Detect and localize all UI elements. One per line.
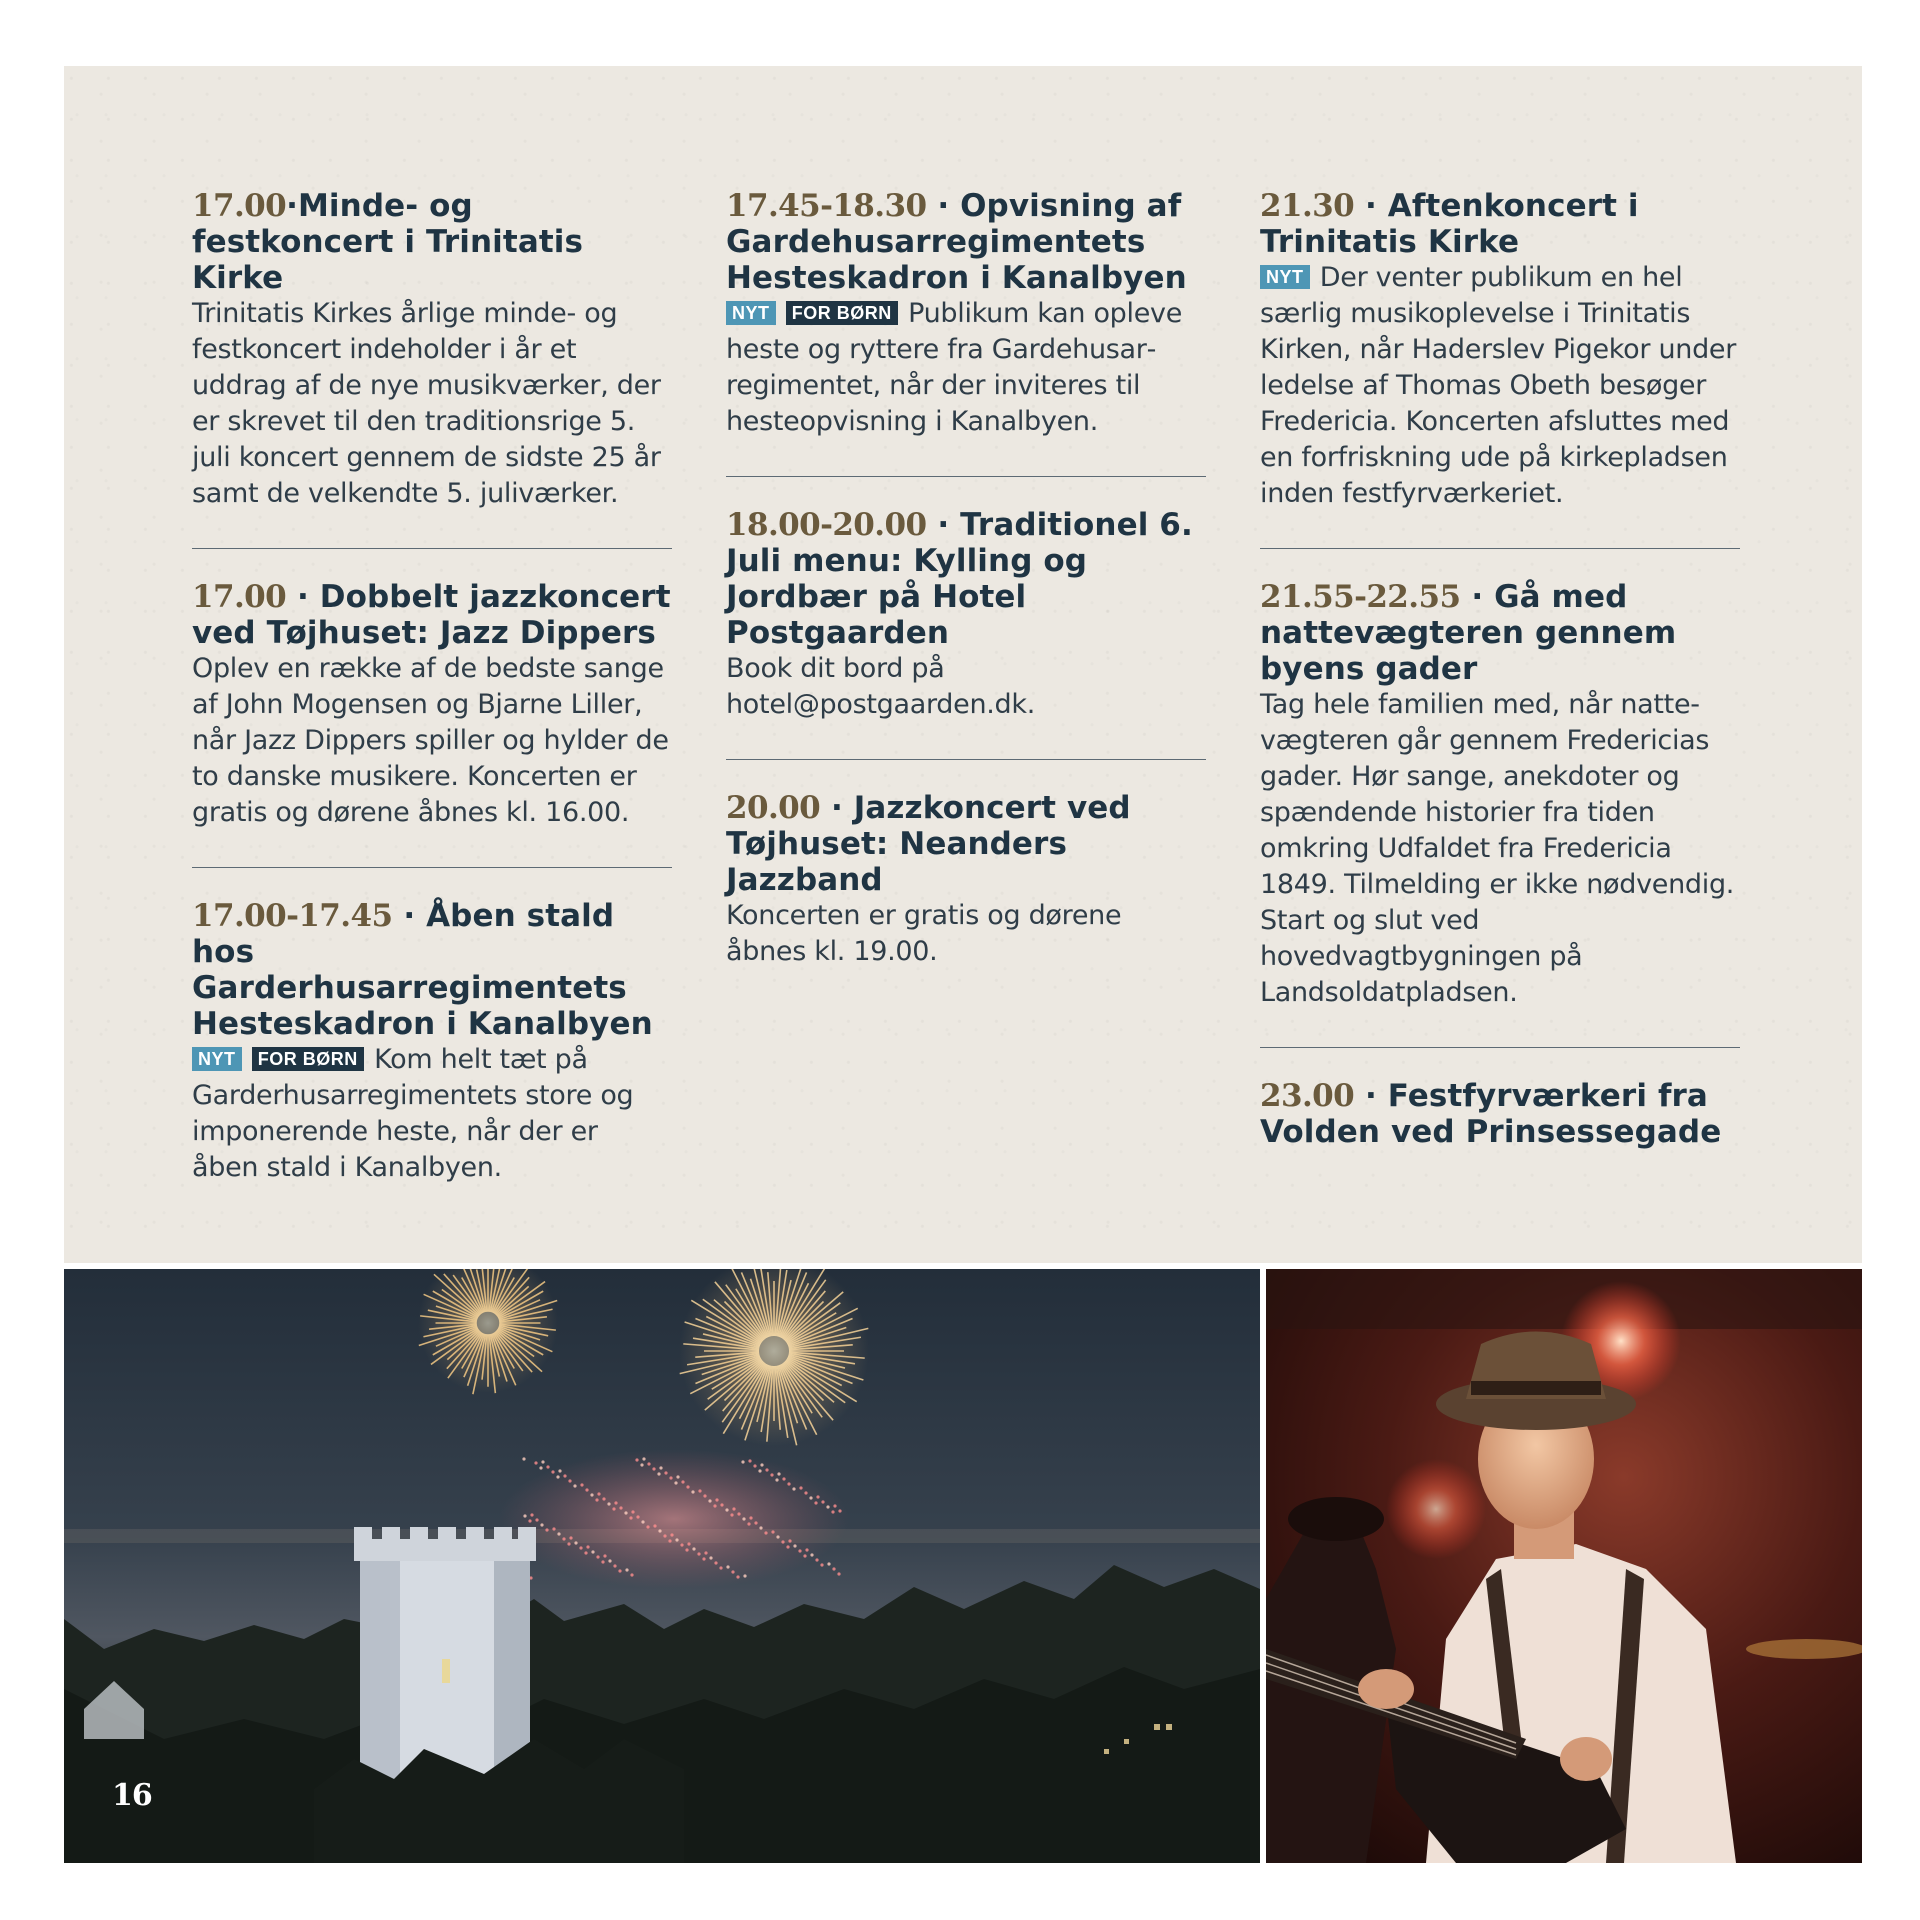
kids-badge: FOR BØRN <box>252 1047 364 1071</box>
firework-ember <box>618 1569 621 1572</box>
firework-ember <box>759 1526 762 1529</box>
firework-ember <box>659 1466 662 1469</box>
event-time: 17.00 <box>192 188 287 224</box>
firework-ember <box>826 1505 829 1508</box>
firework-ember <box>765 1468 768 1471</box>
firework-ember <box>635 1458 638 1461</box>
firework-ember <box>669 1476 672 1479</box>
event-title: 17.00·Minde- og festkoncert i Trinitatis Kirke <box>192 188 584 296</box>
firework-ember <box>676 1475 679 1478</box>
fireworks-tower-photo <box>64 1269 1260 1863</box>
firework-ember <box>720 1503 723 1506</box>
firework-ember <box>631 1510 634 1513</box>
firework-ember <box>777 1472 780 1475</box>
firework-ember <box>814 1501 817 1504</box>
page-number: 16 <box>112 1778 152 1813</box>
firework-ember <box>702 1557 705 1560</box>
firework-ember <box>557 1532 560 1535</box>
firework-ember <box>719 1566 722 1569</box>
firework-ember <box>799 1486 802 1489</box>
new-badge: NYT <box>1260 265 1310 289</box>
firework-ember <box>709 1556 712 1559</box>
firework-ember <box>614 1501 617 1504</box>
firework-ember <box>732 1507 735 1510</box>
event-description: Book dit bord på hotel@postgaarden.dk. <box>726 653 1035 720</box>
firework-ember <box>771 1530 774 1533</box>
firework-ember <box>535 1518 538 1521</box>
firework-ember <box>788 1539 791 1542</box>
firework-ember <box>736 1575 739 1578</box>
new-badge: NYT <box>192 1047 242 1071</box>
firework-ember <box>798 1549 801 1552</box>
event-title: 17.00 · Dobbelt jazzkoncert ved Tøjhuset: Jazz Dippers <box>192 579 671 651</box>
event-neanders-jazzband <box>726 759 1206 1006</box>
firework-ember <box>775 1478 778 1481</box>
event-time: 23.00 <box>1260 1078 1355 1114</box>
firework-ember <box>545 1528 548 1531</box>
firework-ember <box>713 1504 716 1507</box>
firework-ember <box>596 1555 599 1558</box>
firework-ember <box>749 1516 752 1519</box>
firework-ember <box>641 1520 644 1523</box>
firework-ember <box>810 1553 813 1556</box>
event-description: Oplev en række af de bedste sange af John Mogensen og Bjarne Liller, når Jazz Dippers spiller og hylder de to danske musikere. Koncerten er gratis og dørene åbnes kl. 16.00. <box>192 653 669 828</box>
programme-column-3 <box>1260 188 1740 1186</box>
firework-ember <box>725 1508 728 1511</box>
event-nattevaegter <box>1260 548 1740 1047</box>
firework-ember <box>663 1534 666 1537</box>
firework-ember <box>741 1460 744 1463</box>
firework-ember <box>692 1547 695 1550</box>
event-title: 21.30 · Aftenkoncert i Trinitatis Kirke <box>1260 188 1639 260</box>
firework-ember <box>523 1514 526 1517</box>
event-juli-menu <box>726 476 1206 759</box>
firework-ember <box>558 1469 561 1472</box>
firework-ember <box>754 1521 757 1524</box>
firework-ember <box>534 1461 537 1464</box>
firework-ember <box>573 1484 576 1487</box>
event-description: Koncerten er gratis og dørene åbnes kl. 19.00. <box>726 900 1122 967</box>
firework-ember <box>653 1524 656 1527</box>
event-time: 20.00 <box>726 790 821 826</box>
firework-ember <box>714 1561 717 1564</box>
firework-ember <box>760 1463 763 1466</box>
firework-ember <box>647 1462 650 1465</box>
firework-ember <box>597 1492 600 1495</box>
firework-ember <box>753 1464 756 1467</box>
firework-ember <box>630 1573 633 1576</box>
firework-ember <box>675 1538 678 1541</box>
event-aaben-stald <box>192 867 672 1222</box>
firework-ember <box>747 1522 750 1525</box>
firework-ember <box>640 1463 643 1466</box>
firework-ember <box>820 1563 823 1566</box>
event-description: NYT FOR BØRN Publikum kan opleve heste og ryttere fra Gardehusarregimentet, når der inviteres til hesteopvisning i Kanalbyen. <box>726 298 1183 437</box>
firework-ember <box>602 1497 605 1500</box>
firework-ember <box>781 1540 784 1543</box>
firework-ember <box>786 1545 789 1548</box>
firework-ember <box>580 1483 583 1486</box>
firework-ember <box>625 1568 628 1571</box>
firework-ember <box>680 1543 683 1546</box>
firework-ember <box>837 1572 840 1575</box>
firework-ember <box>601 1560 604 1563</box>
event-title: 17.00-17.45 · Åben stald hos Garderhusarregimentets Hesteskadron i Kanalbyen <box>192 898 653 1042</box>
firework-ember <box>603 1554 606 1557</box>
event-description: Trinitatis Kirkes årlige minde- og festkoncert indeholder i år et uddrag af de nye musikværker, der er skrevet til den traditionsrige 5. juli koncert gennem de sidste 25 år samt de velkendte 5. juliværker. <box>192 298 661 509</box>
firework-ember <box>569 1536 572 1539</box>
firework-ember <box>838 1509 841 1512</box>
event-description: NYT FOR BØRN Kom helt tæt på Garderhusarregimentets store og imponerende heste, når der er åben stald i Kanalbyen. <box>192 1044 634 1183</box>
firework-ember <box>770 1473 773 1476</box>
firework-ember <box>743 1574 746 1577</box>
firework-ember <box>809 1496 812 1499</box>
event-title: 20.00 · Jazzkoncert ved Tøjhuset: Neanders Jazzband <box>726 790 1131 898</box>
firework-ember <box>579 1546 582 1549</box>
event-time: 17.00-17.45 <box>192 898 393 934</box>
firework-ember <box>646 1525 649 1528</box>
firework-ember <box>607 1502 610 1505</box>
event-time: 21.30 <box>1260 188 1355 224</box>
event-title: 18.00-20.00 · Traditionel 6. Juli menu: Kylling og Jordbær på Hotel Postgaarden <box>726 507 1193 651</box>
firework-ember <box>642 1457 645 1460</box>
firework-ember <box>687 1542 690 1545</box>
firework-ember <box>748 1459 751 1462</box>
new-badge: NYT <box>726 301 776 325</box>
firework-ember <box>552 1527 555 1530</box>
firework-ember <box>674 1481 677 1484</box>
firework-ember <box>792 1487 795 1490</box>
firework-ember <box>562 1537 565 1540</box>
firework-ember <box>742 1517 745 1520</box>
firework-ember <box>681 1480 684 1483</box>
event-jazz-dippers <box>192 548 672 867</box>
firework-ember <box>539 1466 542 1469</box>
firework-ember <box>624 1511 627 1514</box>
firework-ember <box>832 1567 835 1570</box>
firework-ember <box>805 1548 808 1551</box>
firework-ember <box>730 1513 733 1516</box>
event-description: NYT Der venter publikum en hel særlig musikoplevelse i Trinitatis Kirken, når Haderslev Pigekor under ledelse af Thomas Obeth besøger Fredericia. Koncerten afsluttes med en forfriskning ude på kirkepladsen inden festfyrværkeriet. <box>1260 262 1737 509</box>
firework-ember <box>522 1457 525 1460</box>
event-title: 17.45-18.30 · Opvisning af Gardehusarregimentets Hesteskadron i Kanalbyen <box>726 188 1187 296</box>
firework-ember <box>804 1491 807 1494</box>
firework-ember <box>737 1512 740 1515</box>
firework-ember <box>664 1471 667 1474</box>
firework-ember <box>541 1460 544 1463</box>
firework-ember <box>686 1485 689 1488</box>
firework-ember <box>636 1515 639 1518</box>
event-title: 23.00 · Festfyrværkeri fra Volden ved Prinsessegade <box>1260 1078 1722 1150</box>
firework-ember <box>568 1479 571 1482</box>
event-title: 21.55-22.55 · Gå med nattevægteren gennem byens gader <box>1260 579 1677 687</box>
jazz-guitarist-photo <box>1266 1269 1862 1863</box>
firework-ember <box>530 1513 533 1516</box>
firework-ember <box>540 1523 543 1526</box>
firework-ember <box>584 1551 587 1554</box>
firework-ember <box>803 1554 806 1557</box>
firework-ember <box>691 1490 694 1493</box>
firework-ember <box>567 1542 570 1545</box>
programme-column-1 <box>192 188 672 1222</box>
firework-ember <box>668 1539 671 1542</box>
firework-ember <box>815 1558 818 1561</box>
event-time: 18.00-20.00 <box>726 507 927 543</box>
firework-ember <box>787 1482 790 1485</box>
firework-ember <box>629 1516 632 1519</box>
firework-ember <box>585 1488 588 1491</box>
firework-ember <box>816 1495 819 1498</box>
firework-ember <box>703 1494 706 1497</box>
event-festfyrvaerkeri <box>1260 1047 1740 1186</box>
firework-ember <box>708 1499 711 1502</box>
firework-ember <box>704 1551 707 1554</box>
firework-ember <box>595 1498 598 1501</box>
firework-ember <box>556 1475 559 1478</box>
firework-ember <box>726 1565 729 1568</box>
firework-ember <box>612 1507 615 1510</box>
firework-ember <box>551 1470 554 1473</box>
firework-ember <box>613 1564 616 1567</box>
firework-ember <box>776 1535 779 1538</box>
firework-ember <box>563 1474 566 1477</box>
firework-ember <box>821 1500 824 1503</box>
firework-ember <box>619 1506 622 1509</box>
firework-ember <box>608 1559 611 1562</box>
firework-ember <box>697 1552 700 1555</box>
firework-ember <box>528 1519 531 1522</box>
firework-ember <box>685 1548 688 1551</box>
firework-ember <box>758 1469 761 1472</box>
event-minde-festkoncert <box>192 188 672 548</box>
firework-ember <box>591 1550 594 1553</box>
firework-ember <box>586 1545 589 1548</box>
firework-ember <box>590 1493 593 1496</box>
event-time: 17.00 <box>192 579 287 615</box>
firework-ember <box>546 1465 549 1468</box>
firework-ember <box>764 1531 767 1534</box>
firework-ember <box>827 1562 830 1565</box>
programme-column-2 <box>726 188 1206 1006</box>
firework-ember <box>731 1570 734 1573</box>
firework-ember <box>658 1529 661 1532</box>
firework-ember <box>652 1467 655 1470</box>
firework-ember <box>657 1472 660 1475</box>
event-description: Tag hele familien med, når nattevægteren går gennem Fredericias gader. Hør sange, anekdoter og spændende historier fra tiden omkring Udfaldet fra Fredericia 1849. Tilmelding er ikke nødvendig. Start og slut ved hovedvagtbygningen på Landsoldatpladsen. <box>1260 689 1735 1008</box>
event-opvisning <box>726 188 1206 476</box>
kids-badge: FOR BØRN <box>786 301 898 325</box>
firework-ember <box>833 1504 836 1507</box>
firework-ember <box>670 1533 673 1536</box>
firework-ember <box>698 1489 701 1492</box>
event-time: 17.45-18.30 <box>726 188 927 224</box>
firework-ember <box>782 1477 785 1480</box>
firework-ember <box>793 1544 796 1547</box>
firework-ember <box>715 1498 718 1501</box>
firework-ember <box>831 1510 834 1513</box>
firework-ember <box>574 1541 577 1544</box>
event-time: 21.55-22.55 <box>1260 579 1461 615</box>
event-aftenkoncert <box>1260 188 1740 548</box>
